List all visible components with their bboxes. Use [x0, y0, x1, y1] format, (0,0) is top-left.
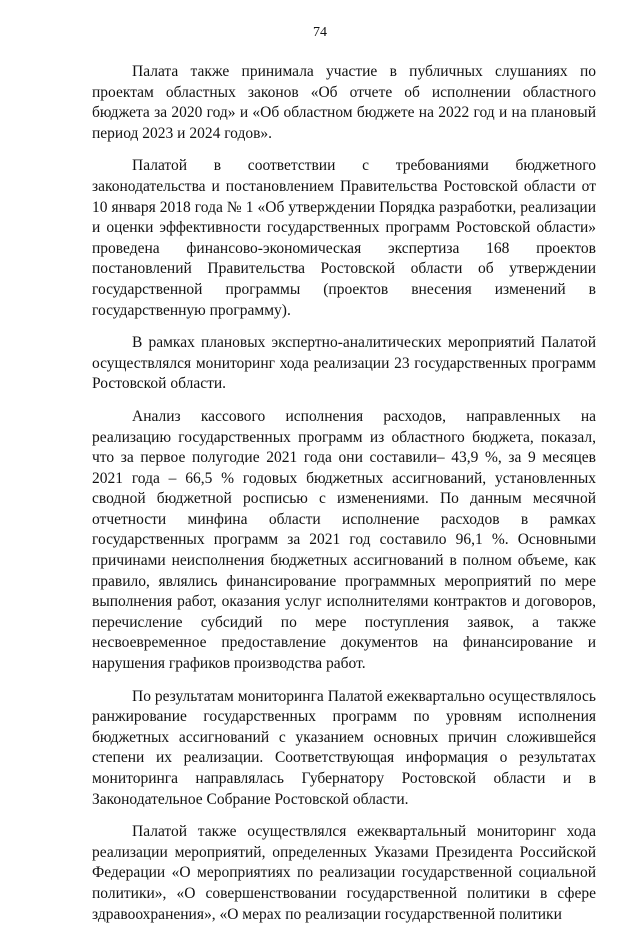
paragraph-cash-execution-analysis: Анализ кассового исполнения расходов, направленных на реализацию государственных программ из областного бюджета, показал, что за первое полугодие 2021 года они составили– 43,9 %, за 9 месяцев 2021 года – 66,5 % годовых бюджетных ассигнований, установленных сводной бюджетной росписью с изменениями. По данным месячной отчетности минфина области исполнение расходов в рамках государственных программ за 2021 год составило 96,1 %. Основными причинами неисполнения бюджетных ассигнований в полном объеме, как правило, являлись финансирование программных мероприятий по мере выполнения работ, оказания услуг исполнителями контрактов и договоров, перечисление субсидий по мере поступления заявок, а также несвоевременное предоставление документов на финансирование и нарушения графиков производства работ.	[92, 407, 596, 673]
paragraph-presidential-decrees-monitoring: Палатой также осуществлялся ежеквартальный мониторинг хода реализации мероприятий, определенных Указами Президента Российской Федерации «О мероприятиях по реализации государственной социальной политики», «О совершенствовании государственной политики в сфере здравоохранения», «О мерах по реализации государственной политики	[92, 823, 596, 923]
paragraph-monitoring-programs: В рамках плановых экспертно-аналитических мероприятий Палатой осуществлялся мониторинг хода реализации 23 государственных программ Ростовской области.	[92, 334, 596, 393]
paragraph-program-ranking: По результатам мониторинга Палатой ежеквартально осуществлялось ранжирование государственных программ по уровням исполнения бюджетных ассигнований с указанием основных причин сложившейся степени их реализации. Соответствующая информация о результатах мониторинга направлялась Губернатору Ростовской области и в Законодательное Собрание Ростовской области.	[92, 687, 596, 808]
paragraph-financial-expertise: Палатой в соответствии с требованиями бюджетного законодательства и постановлением Правительства Ростовской области от 10 января 2018 года № 1 «Об утверждении Порядка разработки, реализации и оценки эффективности государственных программ Ростовской области» проведена финансово-экономическая экспертиза 168 проектов постановлений Правительства Ростовской области об утверждении государственной программы (проектов внесения изменений в государственную программу).	[92, 157, 596, 319]
page-number: 74	[313, 25, 327, 40]
paragraph-public-hearings: Палата также принимала участие в публичных слушаниях по проектам областных законов «Об отчете об исполнении областного бюджета за 2020 год» и «Об областном бюджете на 2022 год и на плановый период 2023 и 2024 годов».	[92, 63, 596, 142]
document-body	[92, 62, 596, 925]
